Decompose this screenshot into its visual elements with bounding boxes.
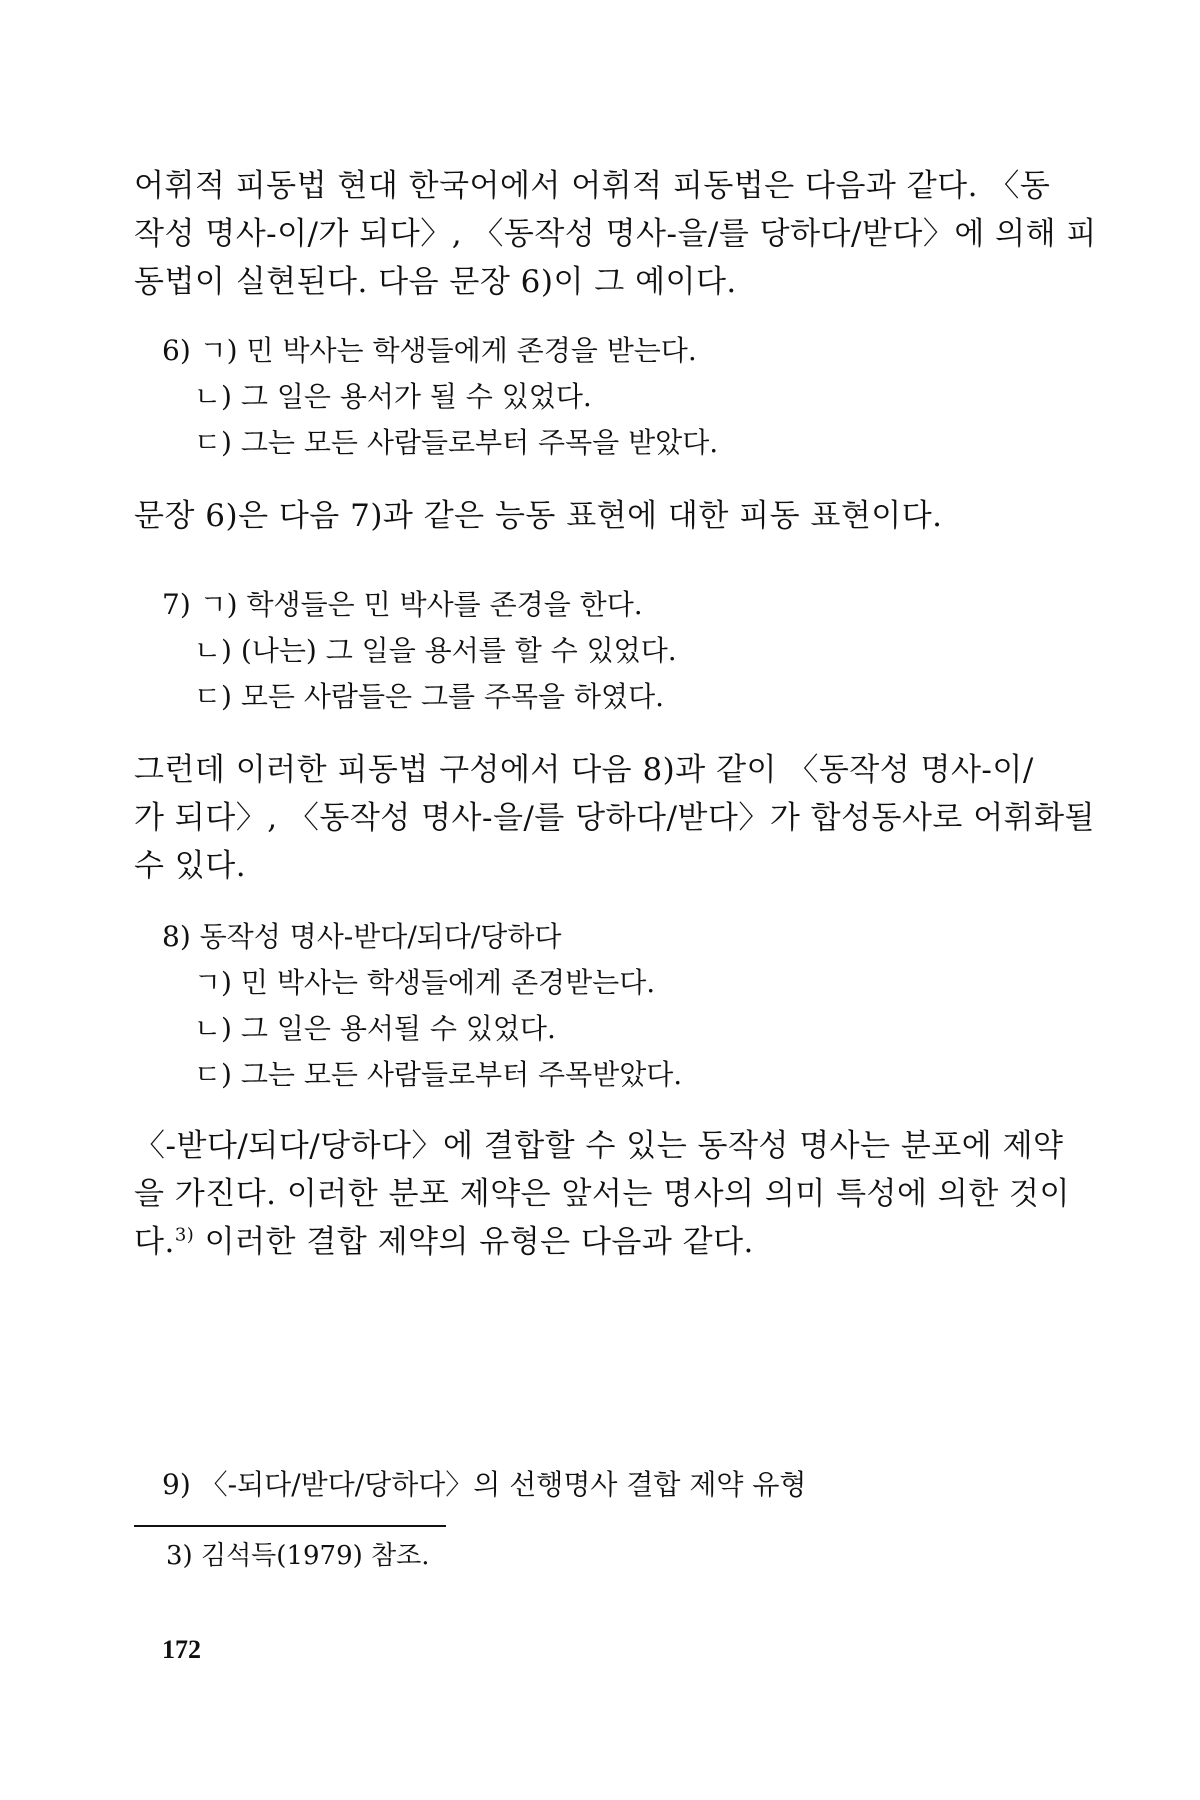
paragraph-line: 그런데 이러한 피동법 구성에서 다음 8)과 같이 〈동작성 명사-이/: [134, 752, 1034, 788]
footnote-reference[interactable]: 3): [174, 1224, 195, 1246]
example-9-head: 9) 〈-되다/받다/당하다〉의 선행명사 결합 제약 유형: [162, 1468, 807, 1501]
example-6-item: ㄷ) 그는 모든 사람들로부터 주목을 받았다.: [194, 426, 719, 459]
paragraph-active-comparison: [134, 492, 1044, 540]
example-8-item: ㄴ) 그 일은 용서될 수 있었다.: [194, 1012, 556, 1045]
example-7-item: ㄷ) 모든 사람들은 그를 주목을 하였다.: [194, 680, 665, 713]
paragraph-line: 문장 6)은 다음 7)과 같은 능동 표현에 대한 피동 표현이다.: [134, 498, 943, 534]
paragraph-lexical-passive: [134, 162, 1097, 306]
paragraph-line-start: 다.: [134, 1224, 175, 1260]
paragraph-line: 을 가진다. 이러한 분포 제약은 앞서는 명사의 의미 특성에 의한 것이: [134, 1176, 1070, 1212]
paragraph-line: 동법이 실현된다. 다음 문장 6)이 그 예이다.: [134, 264, 737, 300]
example-7-item: ㄴ) (나는) 그 일을 용서를 할 수 있었다.: [194, 634, 677, 667]
example-6-head: 6) ㄱ) 민 박사는 학생들에게 존경을 받는다.: [162, 334, 697, 367]
paragraph-line: [134, 1218, 1044, 1266]
paragraph-line: 수 있다.: [134, 848, 247, 884]
paragraph-line: 작성 명사-이/가 되다〉, 〈동작성 명사-을/를 당하다/받다〉에 의해 피: [134, 216, 1097, 252]
paragraph-line-rest: 이러한 결합 제약의 유형은 다음과 같다.: [194, 1224, 754, 1260]
paragraph-line: 가 되다〉, 〈동작성 명사-을/를 당하다/받다〉가 합성동사로 어휘화될: [134, 800, 1095, 836]
example-8-head: 8) 동작성 명사-받다/되다/당하다: [162, 920, 562, 953]
example-8-item: ㄷ) 그는 모든 사람들로부터 주목받았다.: [194, 1058, 683, 1091]
paragraph-line: 어휘적 피동법 현대 한국어에서 어휘적 피동법은 다음과 같다. 〈동: [134, 168, 1051, 204]
footnote-divider: [134, 1525, 446, 1527]
page-number: 172: [162, 1635, 201, 1664]
example-6-item: ㄴ) 그 일은 용서가 될 수 있었다.: [194, 380, 592, 413]
paragraph-line: 〈-받다/되다/당하다〉에 결합할 수 있는 동작성 명사는 분포에 제약: [134, 1128, 1064, 1164]
footnote-3: 3) 김석득(1979) 참조.: [166, 1541, 430, 1571]
paragraph-lexicalization: [134, 746, 1095, 890]
paragraph-distribution-constraint: [134, 1122, 1070, 1266]
example-8-item: ㄱ) 민 박사는 학생들에게 존경받는다.: [194, 966, 656, 999]
example-7-head: 7) ㄱ) 학생들은 민 박사를 존경을 한다.: [162, 588, 643, 621]
